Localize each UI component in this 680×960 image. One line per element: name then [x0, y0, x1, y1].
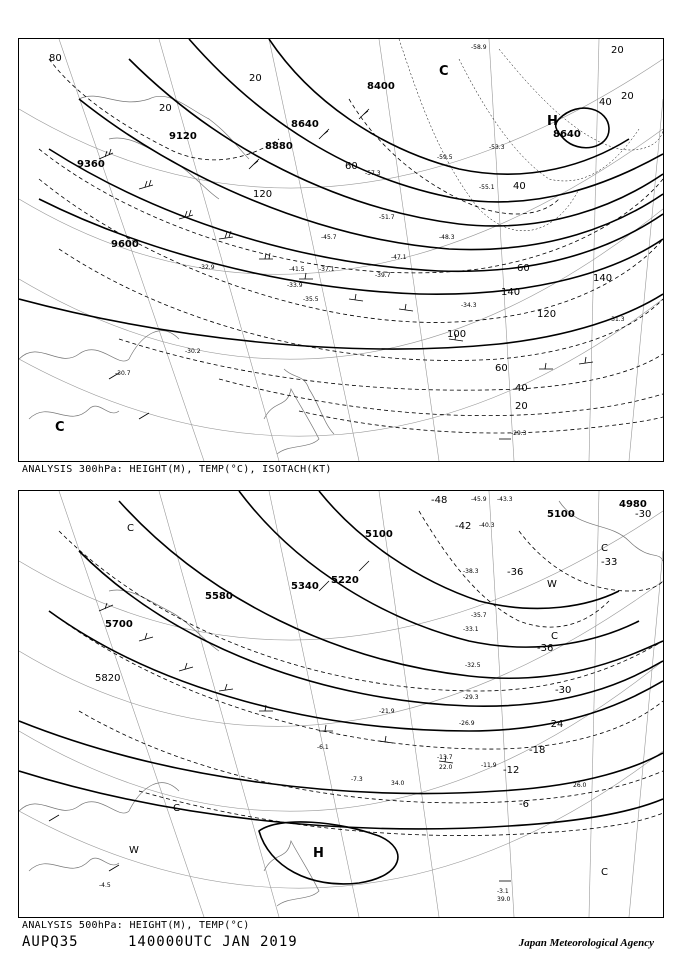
isotherm-label: -30 [555, 685, 572, 696]
warm-center-label: W [129, 845, 139, 856]
isotherm-label: -36 [537, 643, 554, 654]
temp-obs: -30.7 [115, 370, 131, 377]
temp-obs: -29.3 [511, 430, 527, 437]
temp-obs: -45.9 [471, 496, 487, 503]
isotherm-label: -18 [529, 745, 546, 756]
temperature-obs-300 [115, 44, 625, 437]
temp-obs: -35.7 [471, 612, 487, 619]
height-label: 5580 [205, 591, 233, 602]
temp-obs: -40.3 [479, 522, 495, 529]
map-300hpa-svg [19, 39, 663, 461]
isotherm-label: -24 [547, 719, 564, 730]
isotach-label: 60 [517, 263, 530, 274]
temp-obs: -38.3 [463, 568, 479, 575]
temp-obs: 22.0 [439, 764, 453, 771]
cold-center-label: C [601, 867, 608, 878]
temp-obs: -35.5 [303, 296, 319, 303]
temperature-obs-500 [99, 496, 587, 903]
graticule-300 [19, 39, 663, 461]
isotach-label: 140 [501, 287, 521, 298]
isotach-label: 20 [621, 91, 634, 102]
temp-obs: -3.1 [497, 888, 509, 895]
temp-obs: -33.1 [463, 626, 479, 633]
isotherm-label: -42 [455, 521, 472, 532]
cold-center-label: C [173, 803, 180, 814]
isotach-label: 60 [495, 363, 508, 374]
graticule-500 [19, 491, 663, 917]
isotach-label: 120 [537, 309, 557, 320]
isotherm-label: -6 [519, 799, 529, 810]
isotherm-label: -12 [503, 765, 520, 776]
map-panel-300hpa [18, 38, 664, 462]
temp-obs: -4.5 [99, 882, 111, 889]
temp-obs: -55.1 [479, 184, 495, 191]
temp-obs: 26.0 [573, 782, 587, 789]
isotherm-label: -30 [635, 509, 652, 520]
height-label: 8880 [265, 141, 293, 152]
height-label: 9360 [77, 159, 105, 170]
isotach-label: 40 [513, 181, 526, 192]
temp-obs: -6.1 [317, 744, 329, 751]
temp-obs: -43.3 [497, 496, 513, 503]
temp-obs: -47.1 [391, 254, 407, 261]
isotach-labels-300 [49, 45, 634, 412]
temp-obs: -57.3 [365, 170, 381, 177]
temp-obs: -37.1 [319, 266, 335, 273]
isotach-label: 80 [49, 53, 62, 64]
temp-obs: -13.7 [437, 754, 453, 761]
coastline-500 [19, 501, 663, 906]
chart-id: AUPQ35 [22, 934, 79, 950]
temp-obs: -31.3 [609, 316, 625, 323]
isotherm-label: -48 [431, 495, 448, 506]
isotach-label: 40 [599, 97, 612, 108]
temp-obs: -53.3 [489, 144, 505, 151]
temp-obs: -34.3 [461, 302, 477, 309]
isotach-label: 20 [249, 73, 262, 84]
cold-center-label: C [601, 543, 608, 554]
height-label: 8400 [367, 81, 395, 92]
cold-center-label: C [439, 64, 449, 79]
height-label: 5100 [365, 529, 393, 540]
agency-name: Japan Meteorological Agency [518, 937, 654, 949]
temp-obs: -41.5 [289, 266, 305, 273]
warm-center-label: W [547, 579, 557, 590]
height-label: 8640 [291, 119, 319, 130]
isotherm-label: -36 [507, 567, 524, 578]
height-label: 9120 [169, 131, 197, 142]
isotach-label: 20 [159, 103, 172, 114]
temp-obs: 39.0 [497, 896, 511, 903]
map-500hpa-svg [19, 491, 663, 917]
temp-obs: -39.7 [375, 272, 391, 279]
temp-obs: -30.2 [185, 348, 201, 355]
temp-obs: -7.3 [351, 776, 363, 783]
height-label: 5100 [547, 509, 575, 520]
temp-obs: -45.7 [321, 234, 337, 241]
high-pressure-label: H [547, 114, 558, 129]
caption-300hpa: ANALYSIS 300hPa: HEIGHT(M), TEMP(°C), ISOTACH(KT) [22, 464, 332, 475]
height-label: 9600 [111, 239, 139, 250]
height-contours-300 [19, 39, 663, 349]
height-label: 5340 [291, 581, 319, 592]
cold-center-label: C [127, 523, 134, 534]
height-label: 5700 [105, 619, 133, 630]
height-label: 5220 [331, 575, 359, 586]
temp-obs: -11.9 [481, 762, 497, 769]
height-label: 4980 [619, 499, 647, 510]
valid-time: 140000UTC JAN 2019 [128, 934, 298, 950]
cold-center-label: C [551, 631, 558, 642]
temp-obs: -58.9 [471, 44, 487, 51]
temp-obs: 34.0 [391, 780, 405, 787]
temp-obs: -21.9 [379, 708, 395, 715]
isotach-label: 40 [515, 383, 528, 394]
cold-center-label: C [55, 420, 65, 435]
temp-obs: -32.5 [465, 662, 481, 669]
isotach-label: 20 [611, 45, 624, 56]
high-pressure-label: H [313, 846, 324, 861]
temp-obs: -51.7 [379, 214, 395, 221]
temp-obs: -26.9 [459, 720, 475, 727]
temp-obs: -59.5 [437, 154, 453, 161]
isotherm-labels-500 [431, 495, 651, 810]
isotach-label: 20 [515, 401, 528, 412]
temp-obs: -29.3 [463, 694, 479, 701]
temp-obs: -32.9 [199, 264, 215, 271]
isotach-label: 100 [447, 329, 467, 340]
isotach-label: 60 [345, 161, 358, 172]
map-panel-500hpa [18, 490, 664, 918]
temp-obs: -33.9 [287, 282, 303, 289]
temp-obs: -48.3 [439, 234, 455, 241]
height-label: 5820 [95, 673, 121, 684]
height-labels-300 [77, 81, 581, 250]
caption-500hpa: ANALYSIS 500hPa: HEIGHT(M), TEMP(°C) [22, 920, 250, 931]
isotherm-label: -33 [601, 557, 618, 568]
height-label: 8640 [553, 129, 581, 140]
isotach-label: 120 [253, 189, 273, 200]
isotach-label: 140 [593, 273, 613, 284]
